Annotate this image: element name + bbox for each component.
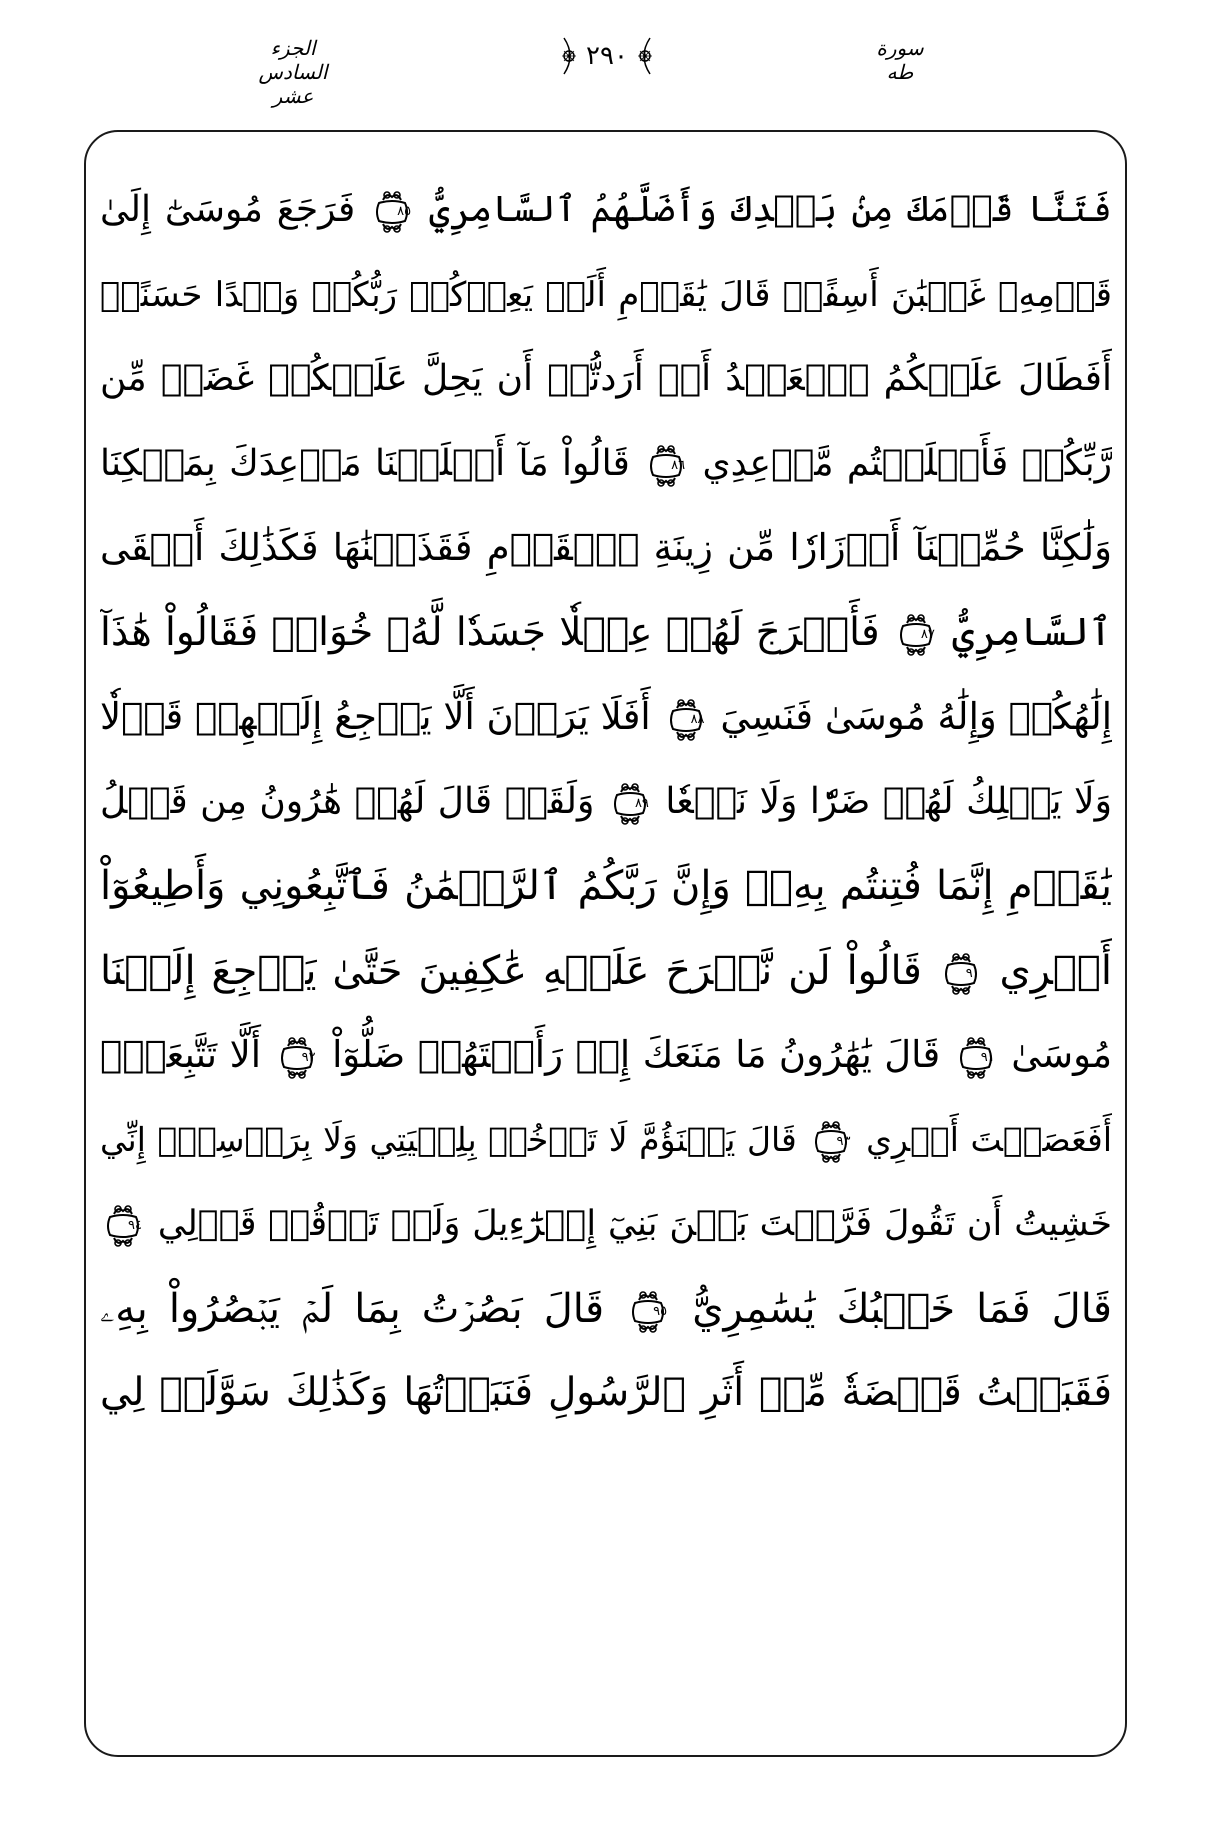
text-line — [100, 168, 1112, 253]
text-line — [100, 1013, 1112, 1098]
ayah-marker — [942, 951, 980, 997]
ayah-marker — [104, 1203, 142, 1249]
ayah-number: ٩١ — [980, 1049, 995, 1065]
verse-text: وَلَٰكِنَّا حُمِّلۡنَآ أَوۡزَارٗا مِّن زِينَةِ ٱلۡقَوۡمِ فَقَذَفۡنَٰهَا فَكَذَٰلِكَ أَلۡقَى — [100, 526, 1112, 569]
verse-text: أَفَطَالَ عَلَيۡكُمُ ٱلۡعَهۡدُ أَمۡ أَرَدتُّمۡ أَن يَحِلَّ عَلَيۡكُمۡ غَضَبٞ مِّن — [100, 358, 1112, 399]
page-header — [0, 30, 1214, 108]
ornament-icon — [634, 36, 656, 76]
ayah-number: ٩٤ — [128, 1217, 142, 1233]
ayah-marker — [611, 781, 649, 827]
ayah-marker — [647, 443, 685, 489]
text-line — [100, 422, 1112, 507]
verse-text: قَالُواْ مَآ أَخۡلَفۡنَا مَوۡعِدَكَ بِمَلۡكِنَا — [100, 442, 630, 484]
ayah-number: ٨٦ — [671, 457, 686, 473]
verse-text: قَالَ بَصُرۡتُ بِمَا لَمۡ يَبۡصُرُواْ بِهِۦ — [100, 1285, 605, 1332]
ayah-marker — [812, 1119, 850, 1165]
verse-text: وَلَا يَمۡلِكُ لَهُمۡ ضَرّٗا وَلَا نَفۡعٗا — [665, 780, 1112, 822]
verse-text: رَّبِّكُمۡ فَأَخۡلَفۡتُم مَّوۡعِدِي — [702, 442, 1112, 484]
verse-text: فَتَنَّا قَوۡمَكَ مِنۢ بَعۡدِكَ وَأَضَلَّهُمُ ٱلسَّامِرِيُّ — [428, 189, 1112, 230]
ayah-number: ٩٢ — [301, 1049, 316, 1065]
ayah-number: ٩٠ — [965, 965, 980, 981]
verse-text: خَشِيتُ أَن تَقُولَ فَرَّقۡتَ بَيۡنَ بَنِيٓ إِسۡرَٰٓءِيلَ وَلَمۡ تَرۡقُبۡ قَوۡلِي — [157, 1204, 1112, 1244]
ayah-number: ٨٥ — [397, 204, 412, 219]
page-number-block — [547, 34, 667, 78]
ayah-marker — [278, 1035, 316, 1081]
text-line — [100, 760, 1112, 845]
text-line — [100, 1267, 1112, 1352]
verse-text: أَلَّا تَتَّبِعَنِۖ — [100, 1033, 262, 1076]
verse-text: أَمۡرِي — [999, 947, 1112, 994]
text-line — [100, 844, 1112, 929]
verse-text: قَالُواْ لَن نَّبۡرَحَ عَلَيۡهِ عَٰكِفِينَ حَتَّىٰ يَرۡجِعَ إِلَيۡنَا — [100, 947, 922, 994]
ayah-marker — [667, 697, 705, 743]
text-line — [100, 591, 1112, 676]
text-line — [100, 1351, 1112, 1436]
text-line — [100, 1098, 1112, 1183]
ayah-number: ٩٣ — [836, 1133, 851, 1149]
text-line — [100, 253, 1112, 338]
surah-title: سورة طه — [876, 36, 924, 84]
verse-text: يَٰقَوۡمِ إِنَّمَا فُتِنتُم بِهِۦۖ وَإِنَّ رَبَّكُمُ ٱلرَّحۡمَٰنُ فَٱتَّبِعُونِي وَأَطِيعُوٓاْ — [100, 863, 1112, 909]
verse-text: قَوۡمِهِۦ غَضۡبَٰنَ أَسِفًاۚ قَالَ يَٰقَوۡمِ أَلَمۡ يَعِدۡكُمۡ رَبُّكُمۡ وَعۡدًا حَسَنًاۚ — [100, 274, 1112, 315]
ayah-number: ٩٥ — [653, 1303, 668, 1319]
verse-text: مُوسَىٰ — [1011, 1033, 1112, 1076]
verse-text: قَالَ فَمَا خَطۡبُكَ يَٰسَٰمِرِيُّ — [692, 1285, 1112, 1332]
verse-text: فَرَجَعَ مُوسَىٰٓ إِلَىٰ — [100, 189, 356, 230]
ornament-icon — [558, 36, 580, 76]
text-line — [100, 506, 1112, 591]
page-number: ٢٩٠ — [586, 41, 628, 71]
text-line — [100, 675, 1112, 760]
ayah-marker — [373, 189, 411, 235]
ayah-marker — [957, 1035, 995, 1081]
ayah-number: ٨٩ — [634, 795, 649, 811]
verse-text: إِلَٰهُكُمۡ وَإِلَٰهُ مُوسَىٰ فَنَسِيَ — [720, 695, 1112, 738]
verse-text: أَفَعَصَيۡتَ أَمۡرِي — [866, 1119, 1112, 1159]
verse-text: ٱلسَّامِرِيُّ — [952, 609, 1112, 655]
verse-text: فَأَخۡرَجَ لَهُمۡ عِجۡلٗا جَسَدٗا لَّهُۥ خُوَارٞ فَقَالُواْ هَٰذَآ — [100, 609, 880, 655]
text-line — [100, 1182, 1112, 1267]
ayah-marker — [629, 1289, 667, 1335]
juz-title: الجزء السادس عشر — [258, 36, 328, 108]
verse-text: قَالَ يَٰهَٰرُونُ مَا مَنَعَكَ إِذۡ رَأَيۡتَهُمۡ ضَلُّوٓاْ — [332, 1033, 941, 1076]
text-body — [100, 168, 1112, 1436]
verse-text: قَالَ يَبۡنَؤُمَّ لَا تَأۡخُذۡ بِلِحۡيَتِي وَلَا بِرَأۡسِيٓۖ إِنِّي — [100, 1119, 797, 1159]
ayah-number: ٨٨ — [690, 711, 705, 727]
text-line — [100, 337, 1112, 422]
text-line — [100, 929, 1112, 1014]
verse-text: فَقَبَضۡتُ قَبۡضَةٗ مِّنۡ أَثَرِ ٱلرَّسُولِ فَنَبَذۡتُهَا وَكَذَٰلِكَ سَوَّلَتۡ لِي — [100, 1370, 1112, 1415]
ayah-number: ٨٧ — [920, 626, 935, 642]
ayah-marker — [897, 612, 935, 658]
verse-text: وَلَقَدۡ قَالَ لَهُمۡ هَٰرُونُ مِن قَبۡلُ — [100, 780, 595, 822]
verse-text: أَفَلَا يَرَوۡنَ أَلَّا يَرۡجِعُ إِلَيۡهِمۡ قَوۡلٗا — [100, 695, 651, 738]
